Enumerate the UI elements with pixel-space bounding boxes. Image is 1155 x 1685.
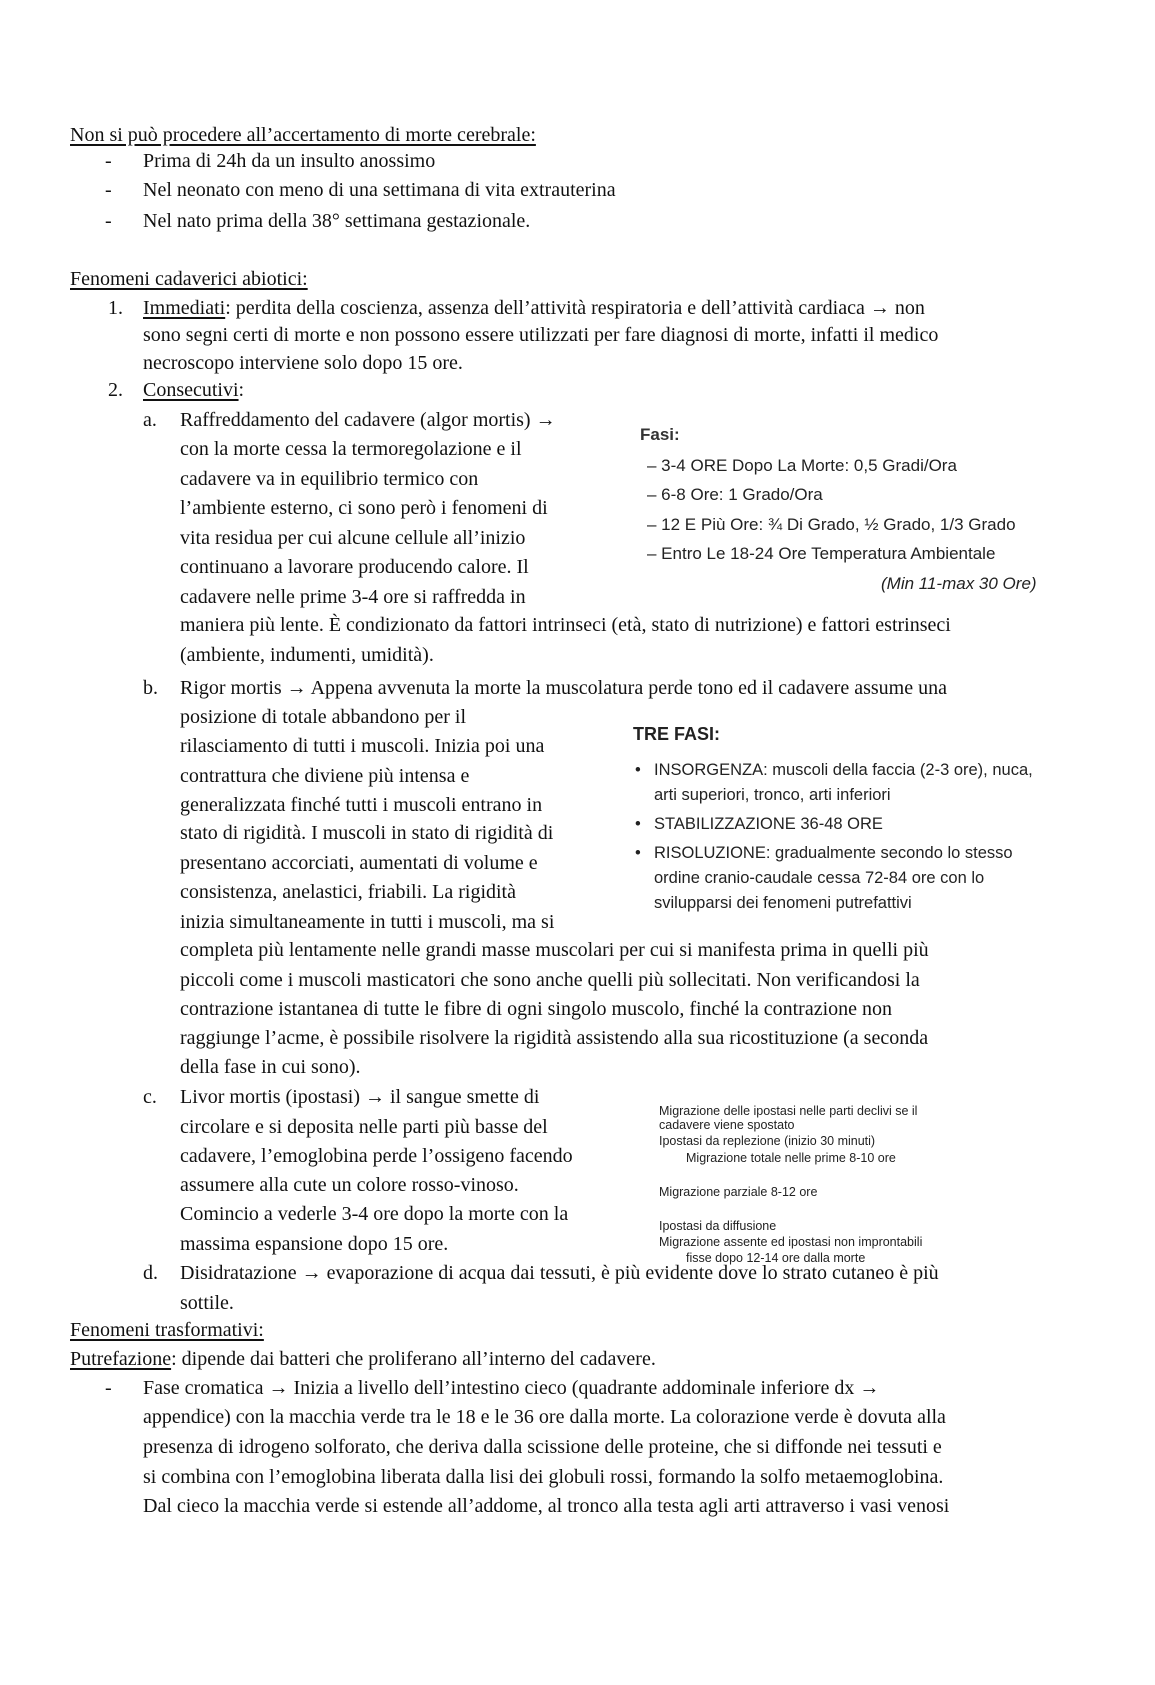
dash-bullet: -: [105, 210, 112, 232]
livor-note: Migrazione parziale 8-12 ore: [659, 1185, 818, 1199]
text-line: cadavere nelle prime 3-4 ore si raffredda in: [180, 586, 526, 608]
text-line: della fase in cui sono).: [180, 1056, 361, 1078]
tre-fasi-item: arti superiori, tronco, arti inferiori: [654, 786, 891, 804]
bullet: •: [635, 844, 641, 862]
item-letter: c.: [143, 1086, 157, 1108]
text-line: raggiunge l’acme, è possibile risolvere la rigidità assistendo alla sua ricostituzione (a seconda: [180, 1027, 929, 1049]
dash-bullet: -: [105, 1377, 112, 1399]
text-line: cadavere va in equilibrio termico con: [180, 468, 479, 490]
fasi-item: – 6-8 Ore: 1 Grado/Ora: [647, 485, 823, 504]
text-line: con la morte cessa la termoregolazione e il: [180, 438, 522, 460]
tre-fasi-item: INSORGENZA: muscoli della faccia (2-3 ore), nuca,: [654, 761, 1033, 779]
text-line: piccoli come i muscoli masticatori che sono anche quelli più sollecitati. Non verificandosi la: [180, 969, 920, 991]
tre-fasi-item: RISOLUZIONE: gradualmente secondo lo stesso: [654, 844, 1013, 862]
item-text: : perdita della coscienza, assenza dell’attività respiratoria e dell’attività cardiaca → non: [225, 297, 925, 319]
item-letter: a.: [143, 409, 157, 431]
text-line: Comincio a vederle 3-4 ore dopo la morte con la: [180, 1203, 569, 1225]
text-line: necroscopo interviene solo dopo 15 ore.: [143, 352, 463, 374]
putrefazione-text: : dipende dai batteri che proliferano all’interno del cadavere.: [171, 1348, 656, 1370]
text-line: presenza di idrogeno solforato, che deriva dalla scissione delle proteine, che si diffonde nei tessuti e: [143, 1436, 942, 1458]
text-line: continuano a lavorare producendo calore. Il: [180, 556, 529, 578]
text-line: Rigor mortis → Appena avvenuta la morte la muscolatura perde tono ed il cadavere assume una: [180, 677, 947, 699]
item-number: 1.: [108, 297, 123, 319]
section-heading-transformative: Fenomeni trasformativi:: [70, 1319, 264, 1341]
term-consecutivi: Consecutivi: [143, 379, 239, 401]
fasi-title: Fasi:: [640, 425, 680, 444]
text-line: rilasciamento di tutti i muscoli. Inizia poi una: [180, 735, 545, 757]
term-putrefazione: Putrefazione: [70, 1348, 172, 1370]
text-line: Dal cieco la macchia verde si estende all’addome, al tronco alla testa agli arti attraverso i vasi venosi: [143, 1495, 950, 1517]
fasi-item: – 3-4 ORE Dopo La Morte: 0,5 Gradi/Ora: [647, 456, 957, 475]
text-line: Disidratazione → evaporazione di acqua dai tessuti, è più evidente dove lo strato cutaneo è più: [180, 1262, 939, 1284]
text-line: appendice) con la macchia verde tra le 18 e le 36 ore dalla morte. La colorazione verde è dovuta alla: [143, 1406, 946, 1428]
text-line: consistenza, anelastici, friabili. La rigidità: [180, 881, 516, 903]
livor-note: cadavere viene spostato: [659, 1118, 795, 1132]
text-line: contrattura che diviene più intensa e: [180, 765, 470, 787]
livor-note: Ipostasi da diffusione: [659, 1219, 777, 1233]
item-immediati: [143, 293, 925, 323]
text-line: maniera più lente. È condizionato da fattori intrinseci (età, stato di nutrizione) e fattori estrinseci: [180, 614, 951, 636]
text-line: posizione di totale abbandono per il: [180, 706, 467, 728]
dash-bullet: -: [105, 179, 112, 201]
text-line: assumere alla cute un colore rosso-vinoso.: [180, 1174, 519, 1196]
fasi-item: – Entro Le 18-24 Ore Temperatura Ambientale: [647, 544, 996, 563]
text-line: (ambiente, indumenti, umidità).: [180, 644, 434, 666]
item-consecutivi: Consecutivi:: [143, 379, 245, 401]
dash-bullet: -: [105, 150, 112, 172]
fasi-item: – 12 E Più Ore: ¾ Di Grado, ½ Grado, 1/3 Grado: [647, 515, 1016, 534]
text-line: circolare e si deposita nelle parti più basse del: [180, 1116, 548, 1138]
text-line: Fase cromatica → Inizia a livello dell’intestino cieco (quadrante addominale inferiore dx →: [143, 1377, 880, 1399]
text-line: vita residua per cui alcune cellule all’inizio: [180, 527, 526, 549]
tre-fasi-item: STABILIZZAZIONE 36-48 ORE: [654, 815, 883, 833]
text-line: stato di rigidità. I muscoli in stato di rigidità di: [180, 822, 554, 844]
text-line: cadavere, l’emoglobina perde l’ossigeno facendo: [180, 1145, 573, 1167]
list-item: Nel nato prima della 38° settimana gestazionale.: [143, 210, 531, 232]
livor-note: Ipostasi da replezione (inizio 30 minuti): [659, 1134, 876, 1148]
text-line: sottile.: [180, 1292, 234, 1314]
livor-note: Migrazione assente ed ipostasi non improntabili: [659, 1235, 923, 1249]
tre-fasi-item: svilupparsi dei fenomeni putrefattivi: [654, 894, 912, 912]
fasi-note: (Min 11-max 30 Ore): [881, 574, 1037, 593]
putrefazione-line: [70, 1344, 656, 1374]
text-line: si combina con l’emoglobina liberata dalla lisi dei globuli rossi, formando la solfo metaemoglobina.: [143, 1466, 944, 1488]
text-line: l’ambiente esterno, ci sono però i fenomeni di: [180, 497, 548, 519]
tre-fasi-item: ordine cranio-caudale cessa 72-84 ore con lo: [654, 869, 985, 887]
item-letter: d.: [143, 1262, 158, 1284]
list-item: Prima di 24h da un insulto anossimo: [143, 150, 436, 172]
section-heading-abiotic: Fenomeni cadaverici abiotici:: [70, 268, 308, 290]
section-heading-brain-death: Non si può procedere all’accertamento di morte cerebrale:: [70, 124, 536, 146]
text-line: completa più lentamente nelle grandi masse muscolari per cui si manifesta prima in quelli più: [180, 939, 929, 961]
text-line: presentano accorciati, aumentati di volume e: [180, 852, 538, 874]
livor-note: Migrazione delle ipostasi nelle parti declivi se il: [659, 1104, 918, 1118]
item-letter: b.: [143, 677, 158, 699]
text-line: inizia simultaneamente in tutti i muscoli, ma si: [180, 911, 555, 933]
text-line: Livor mortis (ipostasi) → il sangue smette di: [180, 1086, 540, 1108]
term-immediati: Immediati: [143, 297, 226, 319]
list-item: Nel neonato con meno di una settimana di vita extrauterina: [143, 179, 616, 201]
text-line: Raffreddamento del cadavere (algor mortis) →: [180, 409, 556, 431]
text-line: generalizzata finché tutti i muscoli entrano in: [180, 794, 543, 816]
text-line: contrazione istantanea di tutte le fibre di ogni singolo muscolo, finché la contrazione non: [180, 998, 893, 1020]
livor-note: Migrazione totale nelle prime 8-10 ore: [686, 1151, 896, 1165]
tre-fasi-title: TRE FASI:: [633, 724, 721, 744]
livor-note: fisse dopo 12-14 ore dalla morte: [686, 1251, 866, 1265]
bullet: •: [635, 815, 641, 833]
item-number: 2.: [108, 379, 123, 401]
bullet: •: [635, 761, 641, 779]
text-line: massima espansione dopo 15 ore.: [180, 1233, 449, 1255]
text-line: sono segni certi di morte e non possono essere utilizzati per fare diagnosi di morte, infatti il medico: [143, 324, 939, 346]
